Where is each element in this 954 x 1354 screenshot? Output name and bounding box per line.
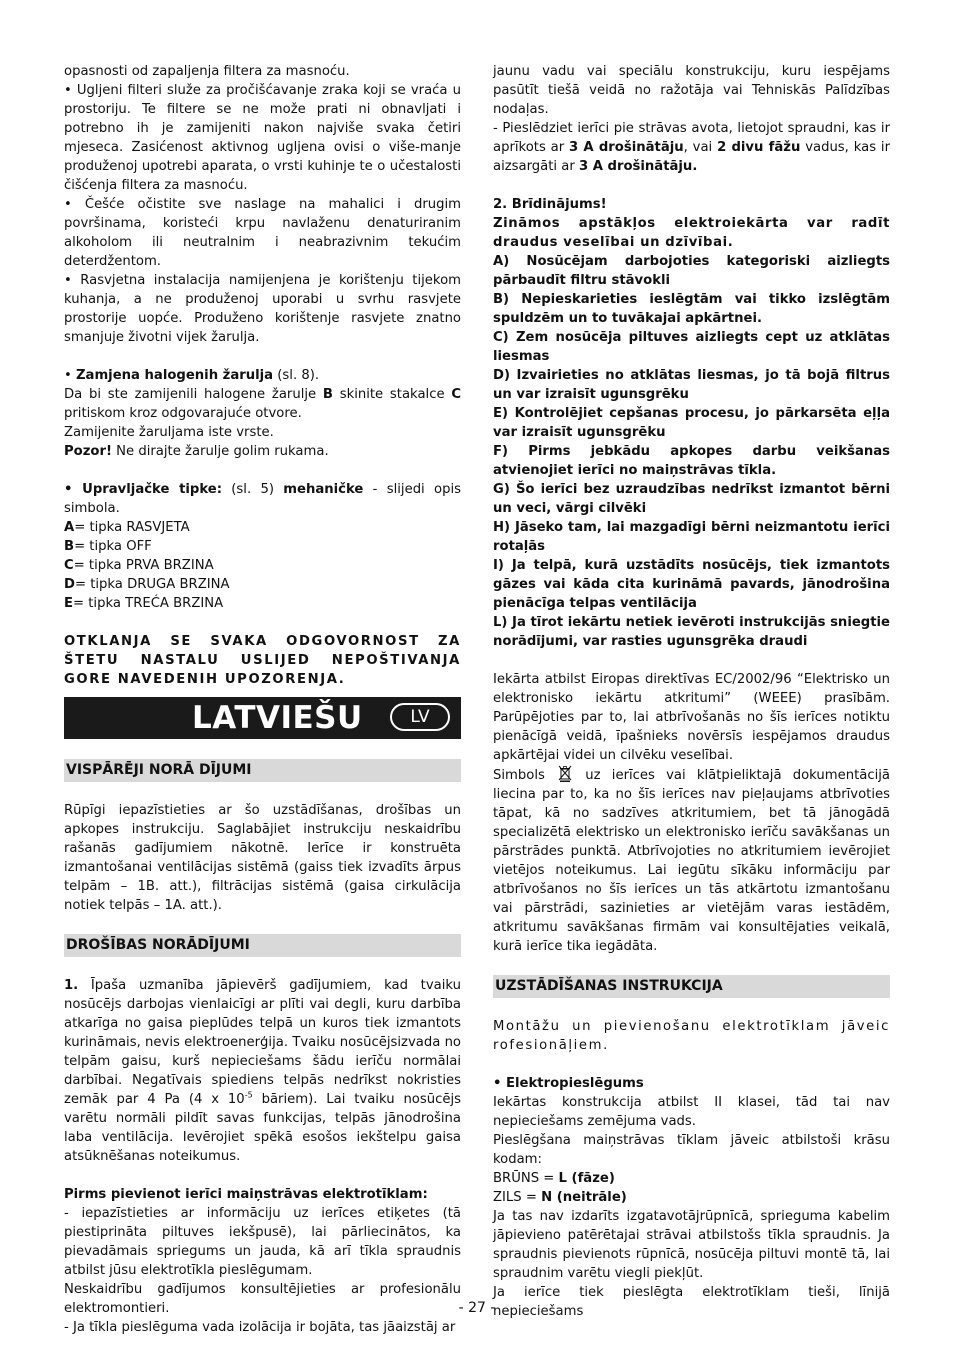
control-key-item: C= tipka PRVA BRZINA: [64, 558, 214, 573]
controls-ref: (sl. 5): [221, 482, 284, 497]
control-key-item: B= tipka OFF: [64, 539, 152, 554]
bullet: •: [64, 368, 76, 383]
language-banner: [64, 697, 461, 739]
paragraph: Iekārtas konstrukcija atbilst II klasei, tād tai nav nepieciešams zemējuma vads.: [493, 1095, 890, 1129]
section-heading-safety: DROŠĪBAS NORĀDĪJUMI: [64, 934, 461, 957]
paragraph: • Češće očistite sve naslage na mahalici i drugim površinama, koristeći krpu navlaženu denaturiranim alkoholom ili neutralnim i neabrazivnim tekućim deterdžentom.: [64, 197, 461, 269]
language-title: LATVIEŠU: [192, 700, 363, 736]
control-key-item: A= tipka RASVJETA: [64, 520, 190, 535]
section-heading-general: VISPĀRĒJI NORĀ DĪJUMI: [64, 759, 461, 782]
control-key-item: D= tipka DRUGA BRZINA: [64, 577, 230, 592]
warning-item: L) Ja tīrot iekārtu netiek ievēroti instrukcijās sniegtie norādījumi, var rasties ugunsgrēka draudi: [493, 615, 890, 649]
warning-item: I) Ja telpā, kurā uzstādīts nosūcējs, tiek izmantots gāzes vai kāda cita kurināmā pavards, jānodrošina pienācīga telpas ventilācija: [493, 558, 890, 611]
caution-text: Ne dirajte žarulje golim rukama.: [111, 444, 329, 459]
paragraph: • Rasvjetna instalacija namijenjena je korištenju tijekom kuhanja, a ne produženoj uporabi u svrhu rasvjete prostorije uopće. Produženo korištenje rasvjete znatno smanjuje životni vijek žarulja.: [64, 273, 461, 345]
safety-paragraph-1: 1. Īpaša uzmanība jāpievērš gadījumiem, kad tvaiku nosūcējs darbojas vienlaicīgi ar plīti vai degli, kuru darbība atkarīga no gaisa pieplūdes telpā un kuros tiek izmantots kurināmais, nevis elektroenerģija. Tvaiku nosūcējsizvada no telpām gaisu, kurš nepieciešams šādu ierīču normālai darbībai. Negatīvais spiediens telpās nedrīkst nokristies zemāk par 4 Pa (4 x $10^{-5}$ bāriem). Lai tvaiku nosūcējs varētu normāli pildīt savas funkcijas, telpās jānodrošina laba ventilācija. Ievērojiet spēkā esošos iekštelpu gaisa atsūknēšanas noteikumus.: [64, 978, 461, 1164]
warning-item: C) Zem nosūcēja piltuves aizliegts cept uz atklātas liesmas: [493, 330, 890, 364]
halogen-title-line: [64, 366, 461, 385]
general-text: Rūpīgi iepazīstieties ar šo uzstādīšanas, drošības un apkopes instrukciju. Saglabājiet instrukciju neskaidrību rašanās gadījumiem nākotnē. Ierīce ir konstruēta izmantošanai ventilācijas sistēmā (gaiss tiek izvadīts ārpus telpām – 1B. att.), filtrācijas sistēmā (gaisa cirkulācija notiek telpās – 1A. att.).: [64, 803, 461, 913]
paragraph: - iepazīstieties ar informāciju uz ierīces etiķetes (tā piestiprināta piltuves iekšpusē), lai pārliecinātos, ka pievadāmais spriegums un jauda, kā arī tīkla spraudnis atbilst jūsu elektrotīkla pieslēgumam.: [64, 1206, 461, 1278]
page-number: - 27 -: [458, 1300, 496, 1316]
warning-lead: Zināmos apstākļos elektroiekārta var radīt draudus veselībai un dzīvībai.: [493, 216, 890, 250]
connection-subtitle: Pirms pievienot ierīci maiņstrāvas elektrotīklam:: [64, 1187, 428, 1202]
right-column: [493, 62, 890, 1321]
paragraph: Pieslēgšana maiņstrāvas tīklam jāveic atbilstoši krāsu kodam:: [493, 1133, 890, 1167]
controls-title-line: [64, 480, 461, 518]
text: pritiskom kroz odgovarajuće otvore.: [64, 406, 302, 421]
halogen-title: Zamjena halogenih žarulja: [75, 368, 274, 383]
wire-brown: BRŪNS = L (fāze): [493, 1171, 615, 1186]
warning-item: B) Nepieskarieties ieslēgtām vai tikko izslēgtām spuldzēm un to tuvākajai apkārtnei.: [493, 292, 890, 326]
paragraph: • Ugljeni filteri služe za pročišćavanje zraka koji se vraća u prostoriju. Te filtere se ne može prati ni obnavljati i potrebno ih je zamijeniti nakon najviše svaka četiri mjeseca. Zasićenost aktivnog ugljena ovisi o više-manje produženoj upotrebi aparata, o vrsti kuhinje te o učestalosti čišćenja filtera za masnoću.: [64, 83, 461, 193]
language-badge: LV: [390, 703, 450, 731]
controls-desc: - slijedi opis simbola.: [64, 482, 461, 516]
warning-item: G) Šo ierīci bez uzraudzības nedrīkst izmantot bērni un veci, vārgi cilvēki: [493, 482, 890, 516]
warning-title: 2. Brīdinājums!: [493, 197, 607, 212]
caution-label: Pozor!: [64, 444, 112, 459]
warning-item: D) Izvairieties no atklātas liesmas, jo tā bojā filtrus un var izraisīt ugunsgrēku: [493, 368, 890, 402]
disclaimer: OTKLANJA SE SVAKA ODGOVORNOST ZA ŠTETU NASTALU USLIJED NEPOŠTIVANJA GORE NAVEDENIH UPOZORENJA.: [64, 634, 461, 687]
warning-item: F) Pirms jebkādu apkopes darbu veikšanas atvienojiet ierīci no maiņstrāvas tīkla.: [493, 444, 890, 478]
halogen-replace: Zamijenite žaruljama iste vrste.: [64, 425, 274, 440]
halogen-instructions: [64, 385, 461, 423]
left-column: [64, 62, 461, 1337]
controls-title: • Upravljačke tipke:: [64, 482, 222, 497]
letter-b: B: [322, 387, 333, 402]
wire-blue: ZILS = N (neitrāle): [493, 1190, 627, 1205]
paragraph: Neskaidrību gadījumos konsultējieties ar profesionālu elektromontieri.: [64, 1282, 461, 1316]
control-key-item: E= tipka TREĆA BRZINA: [64, 596, 224, 611]
warning-item: A) Nosūcējam darbojoties kategoriski aizliegts pārbaudīt filtru stāvokli: [493, 254, 890, 288]
paragraph: jaunu vadu vai speciālu konstrukciju, kuru iespējams pasūtīt tiešā veidā no ražotāja vai Tehniskās Palīdzības nodaļas.: [493, 64, 890, 117]
warning-item: E) Kontrolējiet cepšanas procesu, jo pārkarsēta eļļa var izraisīt ugunsgrēku: [493, 406, 890, 440]
section-heading-installation: UZSTĀDĪŠANAS INSTRUKCIJA: [493, 975, 890, 998]
paragraph: - Pieslēdziet ierīci pie strāvas avota, lietojot spraudni, kas ir aprīkots ar 3 A drošinātāju, vai 2 divu fāžu vadus, kas ir aizsargāti ar 3 A drošinātāju.: [493, 121, 890, 174]
controls-type: mehaničke: [283, 482, 364, 497]
electrical-title: • Elektropieslēgums: [493, 1076, 644, 1091]
letter-c: C: [451, 387, 461, 402]
crossed-bin-icon: [558, 765, 572, 782]
weee-symbol-paragraph: Simbols uz ierīces vai klātpieliktajā dokumentācijā liecina par to, ka no šīs ierīces nav pieļaujams atbrīvoties tāpat, kā no sadzīves atkritumiem, bet tā jānogādā specializētā elektrisko un elektronisko ierīču savākšanas un pārstrādes punktā. Atbrīvojoties no atkritumiem ievērojiet vietējos noteikumus. Lai iegūtu sīkāku informāciju par atbrīvošanos no šīs ierīces un tās atkārtotu izmantošanu vai pārstrādi, sazinieties ar vietējām varas iestādēm, atkritumu savākšanas firmām vai konsultējaties veikalā, kurā ierīce tika iegādāta.: [493, 765, 890, 956]
installation-intro: Montāžu un pievienošanu elektrotīklam jāveic rofesionāļiem.: [493, 1019, 890, 1053]
paragraph: Ja tas nav izdarīts izgatavotājrūpnīcā, sprieguma kabelim jāpievieno patērētajai strāvai atbilstošs tīkla spraudnis. Ja spraudnis pievienots rūpnīcā, nosūcēja piltuvi montē tā, lai spraudnim varētu viegli piekļūt.: [493, 1209, 890, 1281]
paragraph: Ja ierīce tiek pieslēgta elektrotīklam tieši, līnijā nepieciešams: [493, 1285, 890, 1319]
text: skinite stakalce: [332, 387, 452, 402]
warning-item: H) Jāseko tam, lai mazgadīgi bērni neizmantotu ierīci rotaļās: [493, 520, 890, 554]
weee-paragraph: Iekārta atbilst Eiropas direktīvas EC/2002/96 “Elektrisko un elektronisko iekārtu atkritumi” (WEEE) prasībām. Parūpējoties par to, lai atbrīvošanās no šīs ierīces notiktu pienācīgā veidā, īpašnieks novērsīs iespējamos draudus apkārtējai videi un cilvēku veselībai.: [493, 672, 890, 763]
paragraph: opasnosti od zapaljenja filtera za masnoću.: [64, 64, 350, 79]
text: Da bi ste zamijenili halogene žarulje: [64, 387, 323, 402]
halogen-ref: (sl. 8).: [273, 368, 320, 383]
halogen-caution: [64, 442, 461, 461]
paragraph: - Ja tīkla pieslēguma vada izolācija ir bojāta, tas jāaizstāj ar: [64, 1320, 456, 1335]
